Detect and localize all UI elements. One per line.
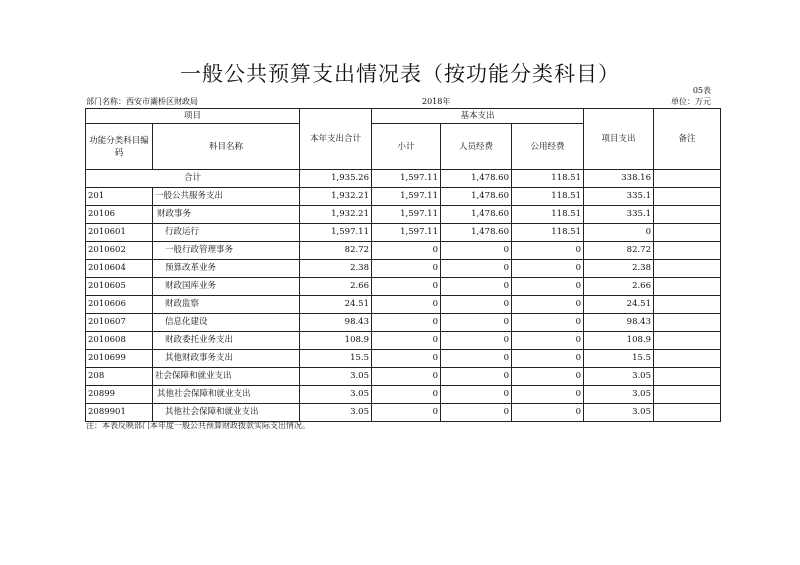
subject-name-cell: 其他财政事务支出: [153, 350, 300, 368]
department-name: 部门名称：西安市灞桥区财政局: [86, 97, 198, 106]
total-cell: 98.43: [300, 314, 372, 332]
header-personnel: 人员经费: [441, 124, 512, 170]
remark-cell: [654, 314, 721, 332]
remark-cell: [654, 260, 721, 278]
subject-name-cell: 预算改革业务: [153, 260, 300, 278]
subtotal-cell: 1,597.11: [372, 206, 441, 224]
project-cell: 0: [584, 224, 654, 242]
project-cell: 24.51: [584, 296, 654, 314]
total-row: [86, 170, 721, 188]
remark-cell: [654, 170, 721, 188]
project-cell: 3.05: [584, 368, 654, 386]
project-cell: 15.5: [584, 350, 654, 368]
code-cell: 2010605: [86, 278, 153, 296]
personnel-cell: 0: [441, 404, 512, 422]
remark-cell: [654, 404, 721, 422]
personnel-cell: 0: [441, 260, 512, 278]
code-cell: 2010606: [86, 296, 153, 314]
table-row: [86, 332, 721, 350]
header-public: 公用经费: [512, 124, 584, 170]
total-cell: 82.72: [300, 242, 372, 260]
code-cell: 2089901: [86, 404, 153, 422]
table-row: [86, 296, 721, 314]
code-cell: 2010604: [86, 260, 153, 278]
subject-name-cell: 社会保障和就业支出: [153, 368, 300, 386]
subtotal-cell: 0: [372, 296, 441, 314]
personnel-cell: 0: [441, 278, 512, 296]
personnel-cell: 1,478.60: [441, 224, 512, 242]
remark-cell: [654, 278, 721, 296]
remark-cell: [654, 332, 721, 350]
table-row: [86, 224, 721, 242]
subtotal-cell: 1,597.11: [372, 224, 441, 242]
project-cell: 98.43: [584, 314, 654, 332]
public-cell: 118.51: [512, 224, 584, 242]
table-row: [86, 242, 721, 260]
table-row: [86, 278, 721, 296]
subject-name-cell: 财政事务: [153, 206, 300, 224]
table-row: [86, 368, 721, 386]
header-project: 项目支出: [584, 109, 654, 170]
table-row: [86, 188, 721, 206]
total-cell: 3.05: [300, 404, 372, 422]
remark-cell: [654, 224, 721, 242]
public-cell: 118.51: [512, 188, 584, 206]
personnel-cell: 0: [441, 386, 512, 404]
code-cell: 2010607: [86, 314, 153, 332]
subject-name-cell: 信息化建设: [153, 314, 300, 332]
total-cell: 3.05: [300, 386, 372, 404]
public-cell: 0: [512, 278, 584, 296]
code-cell: 2010608: [86, 332, 153, 350]
unit-label: 单位：万元: [671, 97, 711, 106]
public-cell: 0: [512, 350, 584, 368]
subject-name-cell: 其他社会保障和就业支出: [153, 404, 300, 422]
footnote: 注：本表反映部门本年度一般公共预算财政拨款实际支出情况。: [86, 421, 310, 430]
total-cell: 3.05: [300, 368, 372, 386]
project-cell: 82.72: [584, 242, 654, 260]
personnel-cell: 0: [441, 332, 512, 350]
personnel-cell: 0: [441, 314, 512, 332]
total-cell: 108.9: [300, 332, 372, 350]
header-func-code: 功能分类科目编码: [86, 124, 153, 170]
subtotal-cell: 0: [372, 404, 441, 422]
subtotal-cell: 0: [372, 332, 441, 350]
personnel-cell: 1,478.60: [441, 170, 512, 188]
total-cell: 24.51: [300, 296, 372, 314]
public-cell: 0: [512, 332, 584, 350]
remark-cell: [654, 296, 721, 314]
project-cell: 3.05: [584, 386, 654, 404]
personnel-cell: 0: [441, 350, 512, 368]
header-row-1: [86, 109, 721, 124]
project-cell: 3.05: [584, 404, 654, 422]
remark-cell: [654, 242, 721, 260]
total-cell: 15.5: [300, 350, 372, 368]
table-row: [86, 314, 721, 332]
total-cell: 2.38: [300, 260, 372, 278]
code-cell: 2010601: [86, 224, 153, 242]
table-row: [86, 404, 721, 422]
subtotal-cell: 0: [372, 314, 441, 332]
remark-cell: [654, 188, 721, 206]
table-row: [86, 350, 721, 368]
subtotal-cell: 0: [372, 350, 441, 368]
public-cell: 118.51: [512, 170, 584, 188]
subject-name-cell: 一般行政管理事务: [153, 242, 300, 260]
table-row: [86, 386, 721, 404]
total-cell: 1,932.21: [300, 206, 372, 224]
subtotal-cell: 1,597.11: [372, 188, 441, 206]
public-cell: 0: [512, 386, 584, 404]
subtotal-cell: 0: [372, 368, 441, 386]
personnel-cell: 0: [441, 368, 512, 386]
project-cell: 2.66: [584, 278, 654, 296]
total-label: 合计: [86, 170, 300, 188]
project-cell: 108.9: [584, 332, 654, 350]
public-cell: 0: [512, 296, 584, 314]
code-cell: 201: [86, 188, 153, 206]
code-cell: 2010602: [86, 242, 153, 260]
public-cell: 118.51: [512, 206, 584, 224]
subject-name-cell: 财政国库业务: [153, 278, 300, 296]
total-cell: 1,932.21: [300, 188, 372, 206]
total-cell: 2.66: [300, 278, 372, 296]
subtotal-cell: 0: [372, 260, 441, 278]
subtotal-cell: 1,597.11: [372, 170, 441, 188]
project-cell: 338.16: [584, 170, 654, 188]
personnel-cell: 0: [441, 242, 512, 260]
table-row: [86, 206, 721, 224]
page-title: 一般公共预算支出情况表（按功能分类科目）: [180, 62, 620, 86]
public-cell: 0: [512, 314, 584, 332]
subtotal-cell: 0: [372, 386, 441, 404]
personnel-cell: 1,478.60: [441, 206, 512, 224]
subject-name-cell: 行政运行: [153, 224, 300, 242]
header-basic: 基本支出: [372, 109, 584, 124]
form-number: 05表: [692, 86, 711, 95]
public-cell: 0: [512, 404, 584, 422]
code-cell: 2010699: [86, 350, 153, 368]
personnel-cell: 0: [441, 296, 512, 314]
public-cell: 0: [512, 368, 584, 386]
subject-name-cell: 一般公共服务支出: [153, 188, 300, 206]
report-year: 2018年: [422, 97, 451, 106]
header-remark: 备注: [654, 109, 721, 170]
header-item: 项目: [86, 109, 300, 124]
code-cell: 20899: [86, 386, 153, 404]
header-subtotal: 小计: [372, 124, 441, 170]
remark-cell: [654, 386, 721, 404]
subject-name-cell: 财政委托业务支出: [153, 332, 300, 350]
remark-cell: [654, 206, 721, 224]
header-subject-name: 科目名称: [153, 124, 300, 170]
public-cell: 0: [512, 260, 584, 278]
project-cell: 2.38: [584, 260, 654, 278]
subject-name-cell: 财政监察: [153, 296, 300, 314]
meta-line: [86, 96, 711, 108]
remark-cell: [654, 368, 721, 386]
expenditure-table: [85, 108, 721, 422]
table-row: [86, 260, 721, 278]
total-cell: 1,597.11: [300, 224, 372, 242]
remark-cell: [654, 350, 721, 368]
subtotal-cell: 0: [372, 278, 441, 296]
header-total: 本年支出合计: [300, 109, 372, 170]
public-cell: 0: [512, 242, 584, 260]
total-cell: 1,935.26: [300, 170, 372, 188]
code-cell: 20106: [86, 206, 153, 224]
project-cell: 335.1: [584, 206, 654, 224]
code-cell: 208: [86, 368, 153, 386]
subject-name-cell: 其他社会保障和就业支出: [153, 386, 300, 404]
personnel-cell: 1,478.60: [441, 188, 512, 206]
project-cell: 335.1: [584, 188, 654, 206]
subtotal-cell: 0: [372, 242, 441, 260]
